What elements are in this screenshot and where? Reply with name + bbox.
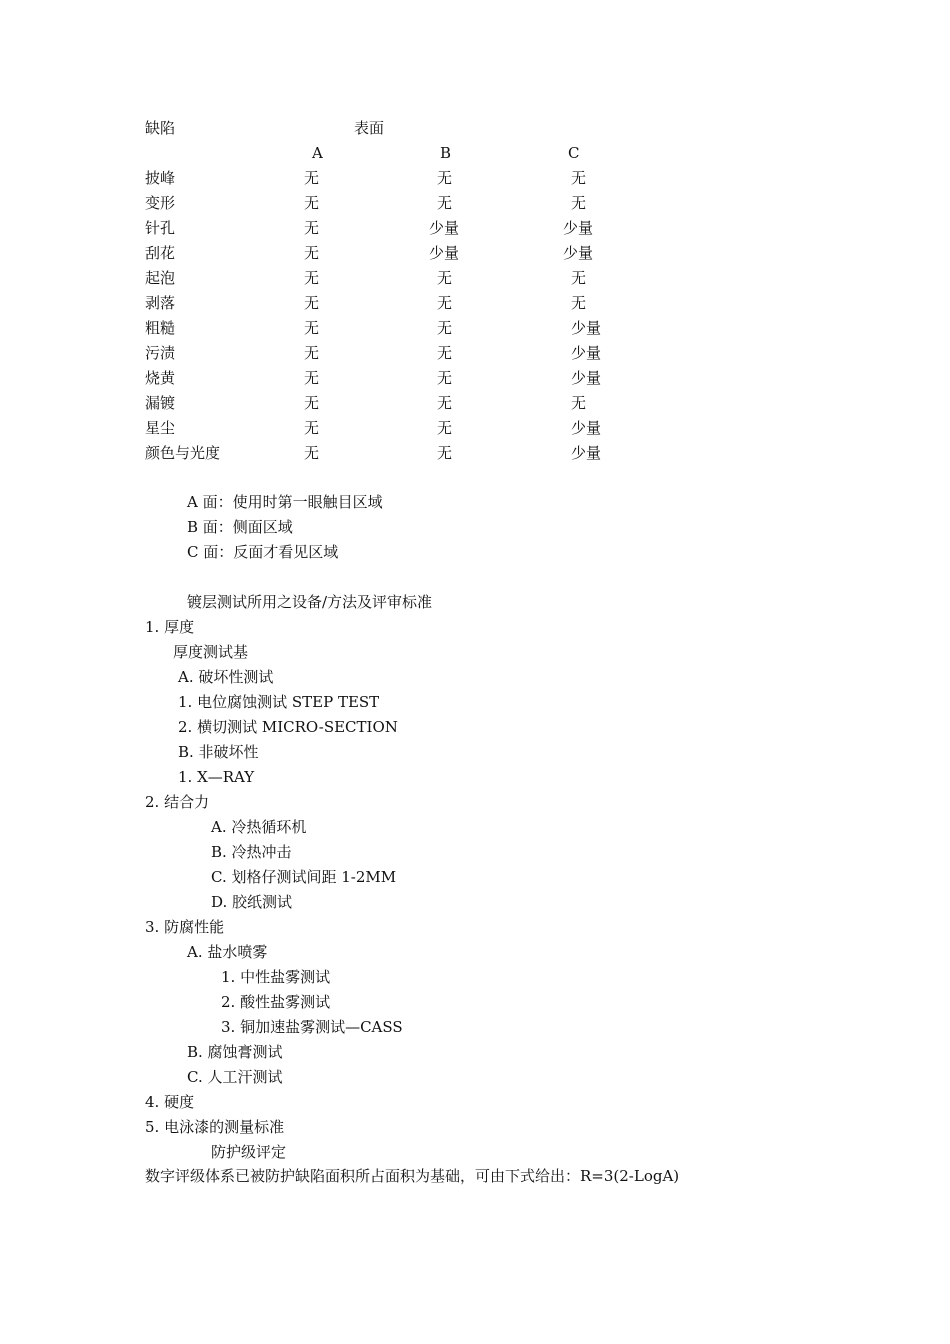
surface-a-value: 无 bbox=[304, 419, 320, 437]
outline-item: 1. X—RAY bbox=[178, 768, 255, 786]
outline-item: C. 人工汗测试 bbox=[187, 1068, 283, 1086]
outline-item: 防护级评定 bbox=[211, 1143, 287, 1161]
surface-a-value: 无 bbox=[304, 219, 320, 237]
surface-b-value: 无 bbox=[437, 444, 453, 462]
table-subheader-b: B bbox=[440, 144, 452, 162]
defect-name: 披峰 bbox=[145, 169, 176, 187]
outline-item: B. 腐蚀膏测试 bbox=[187, 1043, 283, 1061]
defect-name: 刮花 bbox=[145, 244, 176, 262]
outline-item: B. 冷热冲击 bbox=[211, 843, 292, 861]
note-surface-c: C 面：反面才看见区域 bbox=[187, 543, 339, 561]
outline-item: C. 划格仔测试间距 1-2MM bbox=[211, 868, 397, 886]
outline-item: A. 破坏性测试 bbox=[178, 668, 274, 686]
note-surface-b: B 面：侧面区域 bbox=[187, 518, 293, 536]
defect-name: 变形 bbox=[145, 194, 176, 212]
outline-item: 厚度测试基 bbox=[173, 643, 249, 661]
surface-b-value: 无 bbox=[437, 369, 453, 387]
outline-item: 3. 防腐性能 bbox=[145, 918, 225, 936]
defect-name: 漏镀 bbox=[145, 394, 176, 412]
surface-a-value: 无 bbox=[304, 319, 320, 337]
surface-c-value: 无 bbox=[571, 194, 587, 212]
surface-c-value: 无 bbox=[571, 169, 587, 187]
surface-c-value: 少量 bbox=[571, 419, 602, 437]
section-title: 镀层测试所用之设备/方法及评审标准 bbox=[187, 593, 433, 611]
defect-name: 污渍 bbox=[145, 344, 176, 362]
table-header-defect: 缺陷 bbox=[145, 119, 176, 137]
surface-c-value: 少量 bbox=[563, 244, 594, 262]
surface-b-value: 少量 bbox=[429, 244, 460, 262]
outline-item: A. 盐水喷雾 bbox=[187, 943, 268, 961]
surface-c-value: 少量 bbox=[571, 369, 602, 387]
defect-name: 针孔 bbox=[145, 219, 176, 237]
surface-c-value: 少量 bbox=[571, 444, 602, 462]
surface-b-value: 无 bbox=[437, 294, 453, 312]
surface-b-value: 少量 bbox=[429, 219, 460, 237]
table-subheader-c: C bbox=[568, 144, 580, 162]
defect-name: 颜色与光度 bbox=[145, 444, 221, 462]
outline-item: 1. 中性盐雾测试 bbox=[221, 968, 331, 986]
outline-item: 2. 横切测试 MICRO-SECTION bbox=[178, 718, 398, 736]
surface-c-value: 少量 bbox=[563, 219, 594, 237]
surface-a-value: 无 bbox=[304, 194, 320, 212]
surface-b-value: 无 bbox=[437, 319, 453, 337]
surface-b-value: 无 bbox=[437, 169, 453, 187]
outline-item: 5. 电泳漆的测量标准 bbox=[145, 1118, 285, 1136]
surface-a-value: 无 bbox=[304, 344, 320, 362]
defect-name: 星尘 bbox=[145, 419, 176, 437]
surface-a-value: 无 bbox=[304, 244, 320, 262]
defect-name: 剥落 bbox=[145, 294, 176, 312]
surface-a-value: 无 bbox=[304, 294, 320, 312]
formula-paragraph: 数字评级体系已被防护缺陷面积所占面积为基础，可由下式给出：R=3(2-LogA) bbox=[145, 1167, 680, 1185]
outline-item: 4. 硬度 bbox=[145, 1093, 195, 1111]
surface-a-value: 无 bbox=[304, 169, 320, 187]
surface-c-value: 少量 bbox=[571, 319, 602, 337]
surface-b-value: 无 bbox=[437, 269, 453, 287]
surface-c-value: 无 bbox=[571, 294, 587, 312]
surface-a-value: 无 bbox=[304, 444, 320, 462]
table-subheader-a: A bbox=[312, 144, 323, 162]
outline-item: 1. 厚度 bbox=[145, 618, 195, 636]
defect-name: 烧黄 bbox=[145, 369, 176, 387]
outline-item: 1. 电位腐蚀测试 STEP TEST bbox=[178, 693, 380, 711]
surface-b-value: 无 bbox=[437, 194, 453, 212]
outline-item: 2. 酸性盐雾测试 bbox=[221, 993, 331, 1011]
surface-a-value: 无 bbox=[304, 369, 320, 387]
note-surface-a: A 面：使用时第一眼触目区域 bbox=[187, 493, 383, 511]
table-header-surface: 表面 bbox=[354, 119, 385, 137]
outline-item: B. 非破坏性 bbox=[178, 743, 259, 761]
surface-a-value: 无 bbox=[304, 269, 320, 287]
surface-c-value: 无 bbox=[571, 269, 587, 287]
outline-item: 3. 铜加速盐雾测试—CASS bbox=[221, 1018, 403, 1036]
surface-c-value: 少量 bbox=[571, 344, 602, 362]
surface-a-value: 无 bbox=[304, 394, 320, 412]
surface-b-value: 无 bbox=[437, 344, 453, 362]
outline-item: 2. 结合力 bbox=[145, 793, 210, 811]
surface-b-value: 无 bbox=[437, 419, 453, 437]
surface-c-value: 无 bbox=[571, 394, 587, 412]
outline-item: A. 冷热循环机 bbox=[211, 818, 307, 836]
defect-name: 起泡 bbox=[145, 269, 176, 287]
surface-b-value: 无 bbox=[437, 394, 453, 412]
defect-name: 粗糙 bbox=[145, 319, 176, 337]
outline-item: D. 胶纸测试 bbox=[211, 893, 293, 911]
